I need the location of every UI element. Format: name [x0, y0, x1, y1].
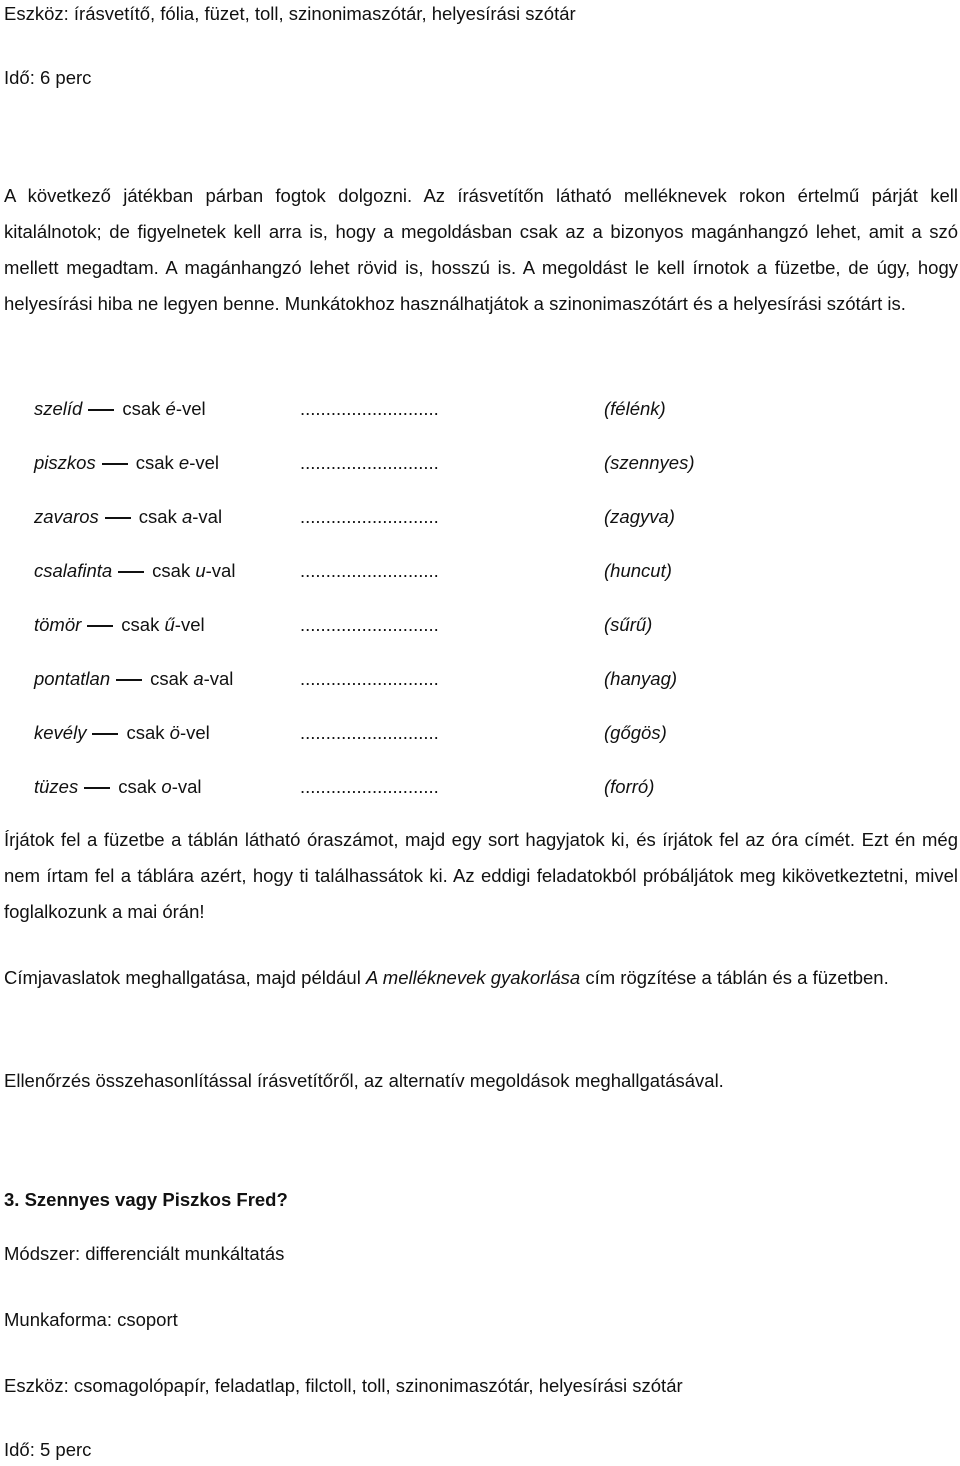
csak-label: csak [138, 506, 177, 527]
check-paragraph: Ellenőrzés összehasonlítással írásvetítőről, az alternatív megoldások meghallgatásával. [4, 1070, 724, 1091]
title-suggestion-paragraph [4, 960, 958, 996]
method-line: Módszer: differenciált munkáltatás [4, 1243, 285, 1264]
answer-blank: ........................... [300, 506, 439, 527]
time-line: Idő: 6 perc [4, 67, 92, 88]
example-title: A melléknevek gyakorlása [365, 967, 581, 988]
exercise-prompt [34, 559, 235, 583]
csak-label: csak [150, 668, 189, 689]
answer-blank: ........................... [300, 722, 439, 743]
dash-separator [87, 625, 113, 627]
adjective: kevély [34, 722, 87, 743]
notebook-paragraph: Írjátok fel a füzetbe a táblán látható óraszámot, majd egy sort hagyjatok ki, és írjátok fel az óra címét. Ezt én még nem írtam fel a táblára azért, hogy ti találhassátok ki. Az eddigi feladatokból próbáljátok meg kikövetkeztetni, mivel foglalkozunk a mai órán! [4, 829, 958, 922]
vowel: ű [164, 614, 175, 635]
csak-label: csak [152, 560, 191, 581]
adjective: szelíd [34, 398, 83, 419]
synonym-answer: (sűrű) [604, 614, 653, 635]
section-heading: 3. Szennyes vagy Piszkos Fred? [4, 1189, 288, 1210]
vowel: o [161, 776, 172, 797]
synonym-answer: (szennyes) [604, 452, 695, 473]
csak-label: csak [118, 776, 157, 797]
adjective: piszkos [34, 452, 96, 473]
dash-separator [102, 463, 128, 465]
synonym-answer: (hanyag) [604, 668, 678, 689]
vowel-suffix: -vel [179, 722, 210, 743]
vowel: ö [169, 722, 180, 743]
vowel: é [165, 398, 176, 419]
dash-separator [116, 679, 142, 681]
csak-label: csak [122, 398, 161, 419]
synonym-answer: (félénk) [604, 398, 666, 419]
synonym-answer: (forró) [604, 776, 655, 797]
answer-blank: ........................... [300, 398, 439, 419]
vowel-suffix: -vel [174, 614, 205, 635]
vowel-suffix: -val [203, 668, 234, 689]
tools-line-section3: Eszköz: csomagolópapír, feladatlap, filctoll, toll, szinonimaszótár, helyesírási szótár [4, 1375, 683, 1396]
exercise-prompt [34, 613, 205, 637]
adjective: tömör [34, 614, 82, 635]
adjective: csalafinta [34, 560, 113, 581]
answer-blank: ........................... [300, 776, 439, 797]
exercise-prompt [34, 667, 233, 691]
csak-label: csak [121, 614, 160, 635]
adjective: zavaros [34, 506, 99, 527]
dash-separator [118, 571, 144, 573]
title-suggestion-text-end: cím rögzítése a táblán és a füzetben. [580, 967, 889, 988]
dash-separator [92, 733, 118, 735]
vowel-suffix: -val [192, 506, 223, 527]
tools-line: Eszköz: írásvetítő, fólia, füzet, toll, szinonimaszótár, helyesírási szótár [4, 3, 576, 24]
title-suggestion-text: Címjavaslatok meghallgatása, majd például [4, 967, 366, 988]
vowel: a [181, 506, 193, 527]
vowel: a [193, 668, 204, 689]
instructions-paragraph: A következő játékban párban fogtok dolgozni. Az írásvetítőn látható melléknevek rokon értelmű párját kell kitalálnotok; de figyelnetek kell arra is, hogy a megoldásban csak az a bizonyos magánhangzó lehet, amit a szó mellett megadtam. A magánhangzó lehet rövid is, hosszú is. A megoldást le kell írnotok a füzetbe, de úgy, hogy helyesírási hiba ne legyen benne. Munkátokhoz használhatjátok a szinonimaszótárt és a helyesírási szótárt is. [4, 185, 958, 314]
answer-blank: ........................... [300, 560, 439, 581]
vowel-suffix: -val [171, 776, 202, 797]
exercise-prompt [34, 505, 222, 529]
exercise-prompt [34, 775, 202, 799]
csak-label: csak [126, 722, 165, 743]
vowel-suffix: -val [205, 560, 236, 581]
answer-blank: ........................... [300, 614, 439, 635]
exercise-prompt [34, 721, 210, 745]
vowel: u [195, 560, 206, 581]
vowel-suffix: -vel [189, 452, 219, 473]
time-line-section3: Idő: 5 perc [4, 1439, 92, 1460]
synonym-answer: (zagyva) [604, 506, 675, 527]
csak-label: csak [135, 452, 174, 473]
exercise-prompt [34, 451, 219, 475]
adjective: tüzes [34, 776, 79, 797]
synonym-answer: (huncut) [604, 560, 672, 581]
synonym-answer: (gőgös) [604, 722, 667, 743]
adjective: pontatlan [34, 668, 111, 689]
answer-blank: ........................... [300, 668, 439, 689]
dash-separator [88, 409, 114, 411]
dash-separator [105, 517, 131, 519]
dash-separator [84, 787, 110, 789]
vowel-suffix: -vel [175, 398, 206, 419]
answer-blank: ........................... [300, 452, 439, 473]
workform-line: Munkaforma: csoport [4, 1309, 178, 1330]
vowel: e [178, 452, 190, 473]
exercise-prompt [34, 397, 206, 421]
